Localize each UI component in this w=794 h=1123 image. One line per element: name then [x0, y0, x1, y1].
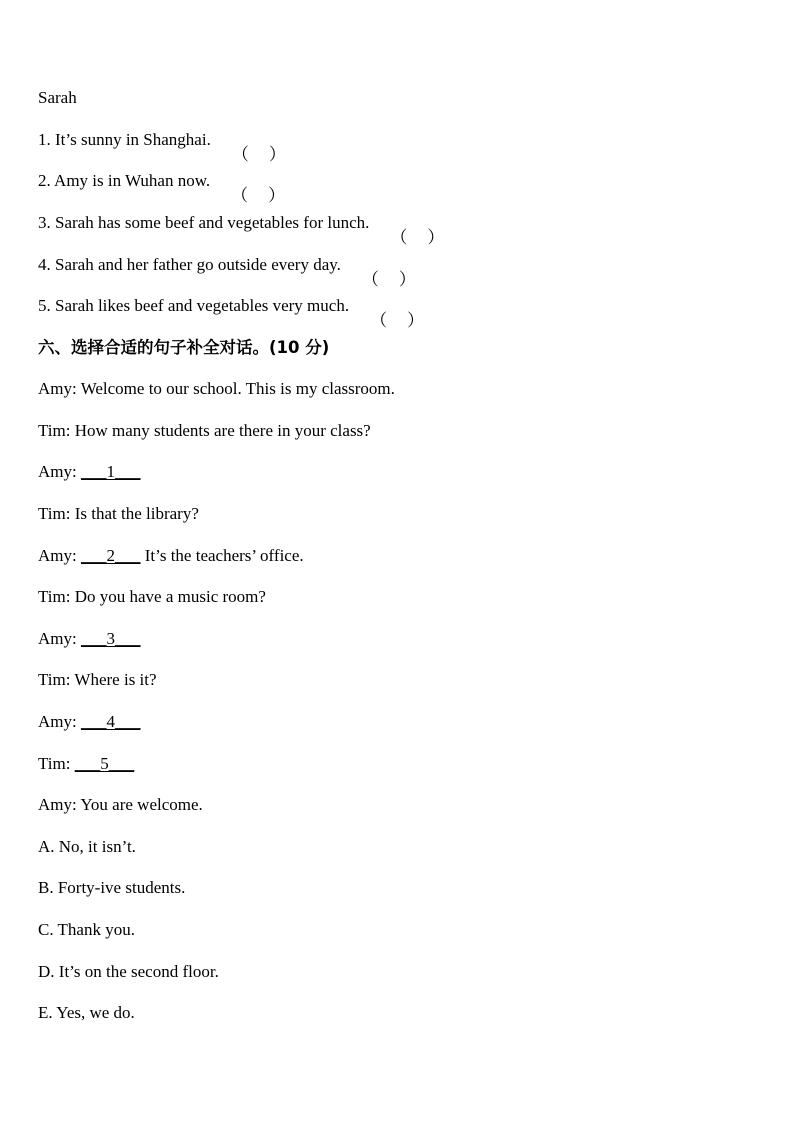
tf-question-5: 5. Sarah likes beef and vegetables very much. （ ）	[38, 296, 425, 330]
dialogue-text: It’s the teachers’ office.	[144, 546, 304, 565]
tf-question-text: 2. Amy is in Wuhan now.	[38, 171, 211, 190]
tf-question-text: 1. It’s sunny in Shanghai.	[38, 130, 211, 149]
dialogue-text: You are welcome.	[80, 795, 203, 814]
dialogue-line-8	[38, 670, 157, 690]
dialogue-line-9	[38, 712, 140, 732]
tf-question-3: 3. Sarah has some beef and vegetables for lunch. （ ）	[38, 213, 445, 247]
speaker: Tim:	[38, 587, 71, 606]
speaker: Tim:	[38, 421, 71, 440]
dialogue-text: Do you have a music room?	[74, 587, 266, 606]
answer-blank-2: ___2___	[80, 546, 141, 565]
tf-question-text: 3. Sarah has some beef and vegetables for lunch.	[38, 213, 370, 232]
speaker: Amy:	[38, 462, 77, 481]
dialogue-text: How many students are there in your class?	[74, 421, 371, 440]
speaker: Amy:	[38, 379, 77, 398]
section-6-heading: 六、选择合适的句子补全对话。(10 分)	[38, 338, 330, 357]
passage-name: Sarah	[38, 88, 77, 107]
dialogue-line-3	[38, 462, 140, 482]
option-c: C. Thank you.	[38, 920, 135, 939]
dialogue-line-4	[38, 504, 199, 524]
speaker: Amy:	[38, 712, 77, 731]
speaker: Amy:	[38, 795, 77, 814]
dialogue-text: Is that the library?	[74, 504, 199, 523]
answer-blank-1: ___1___	[80, 462, 141, 481]
speaker: Amy:	[38, 546, 77, 565]
tf-question-text: 4. Sarah and her father go outside every day.	[38, 255, 341, 274]
speaker: Amy:	[38, 629, 77, 648]
dialogue-text: Welcome to our school. This is my classroom.	[80, 379, 395, 398]
dialogue-line-7	[38, 629, 140, 649]
dialogue-line-11	[38, 795, 203, 815]
speaker: Tim:	[38, 670, 71, 689]
dialogue-line-1	[38, 379, 395, 399]
option-a: A. No, it isn’t.	[38, 837, 136, 856]
dialogue-text: Where is it?	[74, 670, 157, 689]
tf-question-1: 1. It’s sunny in Shanghai. （ ）	[38, 130, 286, 164]
dialogue-line-6	[38, 587, 266, 607]
option-b: B. Forty-ive students.	[38, 878, 186, 897]
tf-question-text: 5. Sarah likes beef and vegetables very much.	[38, 296, 350, 315]
answer-blank-5: ___5___	[74, 754, 135, 773]
speaker: Tim:	[38, 754, 71, 773]
dialogue-line-10	[38, 754, 134, 774]
answer-blank-3: ___3___	[80, 629, 141, 648]
tf-question-2: 2. Amy is in Wuhan now. （ ）	[38, 171, 286, 205]
dialogue-line-2	[38, 421, 371, 441]
option-d: D. It’s on the second floor.	[38, 962, 219, 981]
answer-blank-4: ___4___	[80, 712, 141, 731]
speaker: Tim:	[38, 504, 71, 523]
tf-question-4: 4. Sarah and her father go outside every day. （ ）	[38, 255, 416, 289]
option-e: E. Yes, we do.	[38, 1003, 135, 1022]
dialogue-line-5	[38, 546, 304, 566]
